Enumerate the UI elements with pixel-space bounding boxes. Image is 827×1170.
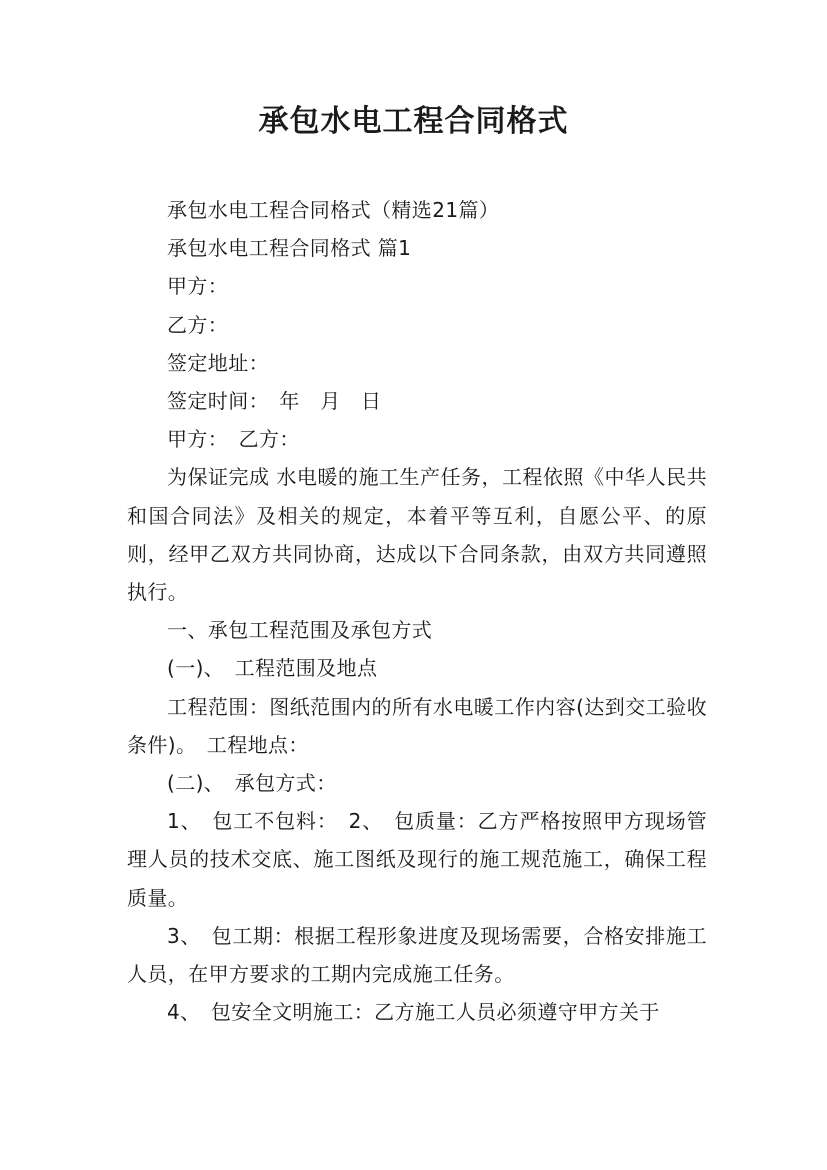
paragraph: 乙方： <box>167 312 229 337</box>
paragraph: 签定地址： <box>167 350 269 375</box>
paragraph: 1、 包工不包料： 2、 包质量：乙方严格按照甲方现场管理人员的技术交底、施工图纸及现行的施工规范施工，确保工程质量。 <box>127 809 707 910</box>
paragraph: 一、承包工程范围及承包方式 <box>167 618 433 643</box>
paragraph: 3、 包工期：根据工程形象进度及现场需要，合格安排施工人员，在甲方要求的工期内完成施工任务。 <box>127 923 707 987</box>
paragraph: 为保证完成 水电暖的施工生产任务，工程依照《中华人民共和国合同法》及相关的规定，本着平等互利，自愿公平、的原则，经甲乙双方共同协商，达成以下合同条款，由双方共同遵照执行。 <box>127 465 707 605</box>
paragraph: 承包水电工程合同格式（精选21篇） <box>167 198 500 222</box>
paragraph: 4、 包安全文明施工：乙方施工人员必须遵守甲方关于 <box>167 1000 660 1025</box>
document-title: 承包水电工程合同格式 <box>258 104 569 139</box>
paragraph: 甲方： 乙方： <box>167 427 300 452</box>
paragraph: 签定时间： 年 月 日 <box>167 389 382 414</box>
paragraph: (一)、 工程范围及地点 <box>167 656 378 681</box>
paragraph: 承包水电工程合同格式 篇1 <box>167 236 412 261</box>
paragraph: (二)、 承包方式： <box>167 771 337 796</box>
paragraph: 甲方： <box>167 274 229 299</box>
paragraph: 工程范围：图纸范围内的所有水电暖工作内容(达到交工验收条件)。 工程地点： <box>127 694 707 757</box>
document-body <box>127 191 707 1031</box>
